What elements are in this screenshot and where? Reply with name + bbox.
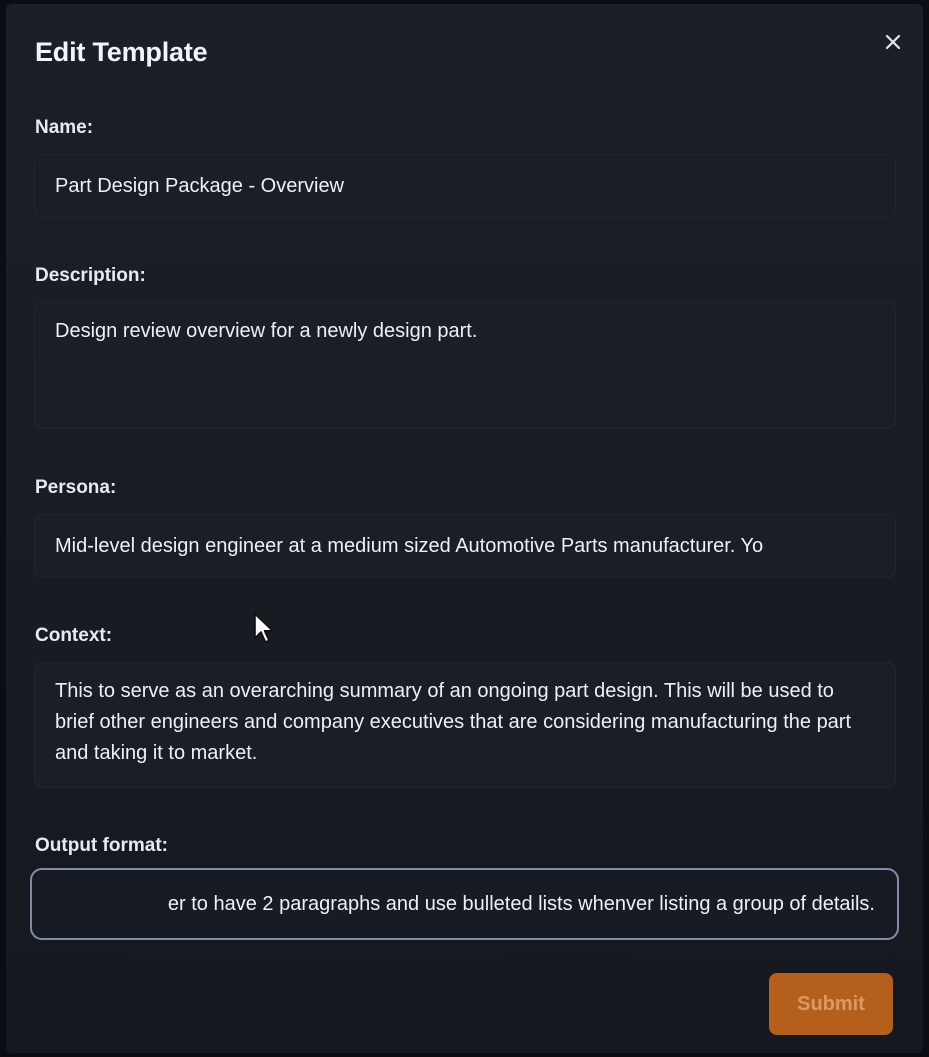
context-textarea[interactable]	[34, 662, 896, 788]
name-input-value: Part Design Package - Overview	[55, 174, 345, 197]
submit-button[interactable]: Submit	[769, 973, 893, 1035]
close-icon	[885, 34, 901, 50]
close-button[interactable]	[879, 28, 907, 56]
description-textarea[interactable]	[34, 302, 896, 429]
output-format-label: Output format:	[35, 835, 168, 856]
context-textarea-value: This to serve as an overarching summary of an ongoing part design. This will be used to brief other engineers and company executives that are considering manufacturing the part and taking it to market.	[55, 680, 852, 764]
context-label: Context:	[35, 625, 113, 646]
description-textarea-value: Design review overview for a newly design part.	[55, 320, 478, 342]
persona-input-value: Mid-level design engineer at a medium sized Automotive Parts manufacturer. Yo	[55, 534, 764, 557]
name-label: Name:	[35, 117, 94, 138]
edit-template-modal	[6, 4, 923, 1053]
output-format-input-value: er to have 2 paragraphs and use bulleted lists whenver listing a group of details.	[167, 892, 875, 915]
mouse-pointer-icon	[253, 612, 275, 648]
description-label: Description:	[35, 265, 146, 286]
name-input[interactable]	[34, 154, 896, 218]
output-format-input[interactable]	[30, 868, 899, 940]
modal-title: Edit Template	[35, 37, 208, 67]
persona-input[interactable]	[34, 514, 896, 578]
persona-label: Persona:	[35, 477, 117, 498]
